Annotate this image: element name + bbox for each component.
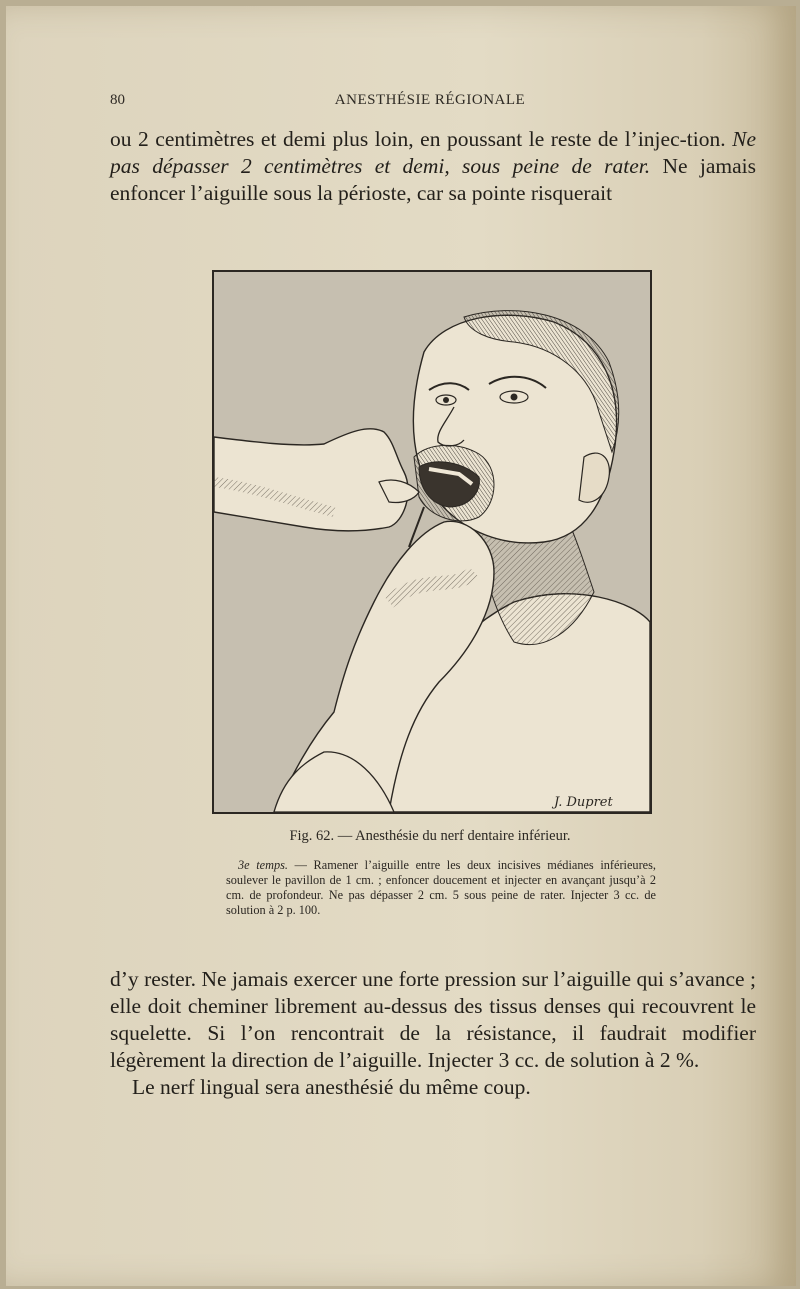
figure-caption-title: Fig. 62. — Anesthésie du nerf dentaire inférieur. — [289, 828, 571, 844]
paragraph: d’y rester. Ne jamais exercer une forte pression sur l’aiguille qui s’avance ; elle doit cheminer librement au-dessus des tissus denses qui recouvrent le squelette. Si l’on rencontrait de la résistance, il faudrait modifier légèrement la direction de l’aiguille. Injecter 3 cc. de solution à 2 %. — [110, 967, 756, 1072]
text-segment: ou 2 centimètres et demi plus loin, en poussant le reste de l’injec-tion. — [110, 127, 733, 151]
figure-caption-text — [226, 858, 656, 918]
paragraph-continued — [110, 126, 756, 207]
italic-warning: Ne pas dépasser 2 centimètres et demi, sous peine de rater. — [110, 127, 756, 178]
body-text-bottom — [110, 966, 756, 1101]
caption-step-label: 3e temps. — [238, 858, 288, 872]
book-page — [6, 6, 796, 1286]
body-text-top — [110, 126, 756, 207]
paragraph: Le nerf lingual sera anesthésié du même coup. — [132, 1075, 531, 1099]
right-pupil — [511, 394, 518, 401]
page-number: 80 — [110, 92, 125, 108]
engraving-illustration — [214, 272, 650, 812]
engraver-signature: J. Dupret — [554, 795, 613, 810]
running-title: ANESTHÉSIE RÉGIONALE — [334, 92, 526, 108]
left-pupil — [443, 397, 449, 403]
running-head — [110, 92, 750, 116]
caption-paragraph — [226, 858, 656, 918]
figure-illustration — [212, 270, 652, 814]
text-segment: Ne jamais enfoncer l’aiguille sous la périoste, car sa pointe risquerait — [110, 154, 756, 205]
caption-body: — Ramener l’aiguille entre les deux incisives médianes inférieures, soulever le pavillon de 1 cm. ; enfoncer doucement et injecter en avançant jusqu’à 2 cm. de profondeur. Ne pas dépasser 2 cm. 5 sous peine de rater. Injecter 3 cc. de solution à 2 p. 100. — [226, 858, 656, 917]
